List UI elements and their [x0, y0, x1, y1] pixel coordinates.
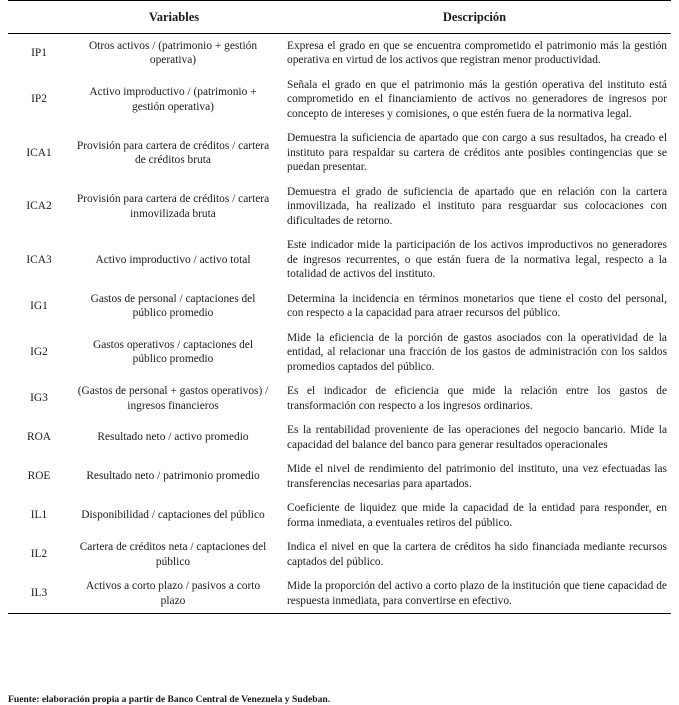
- variable-description: Mide la eficiencia de la porción de gastos asociados con la operatividad de la entidad, al relacionar una fracción de los gastos de administración con los saldos promedios captados del público.: [287, 331, 667, 373]
- table-row: [8, 496, 671, 535]
- variable-code: ROE: [27, 470, 51, 483]
- variable-description: Es el indicador de eficiencia que mide la relación entre los gastos de transformación con respecto a los ingresos ordinarios.: [287, 385, 667, 412]
- variable-name: Otros activos / (patrimonio + gestión operativa): [88, 40, 258, 67]
- table-row: [8, 233, 671, 286]
- variable-description: Expresa el grado en que se encuentra comprometido el patrimonio más la gestión operativa en virtud de los activos que registran menor productividad.: [287, 40, 667, 67]
- variable-name: Disponibilidad / captaciones del público: [81, 509, 265, 522]
- table-row: [8, 326, 671, 379]
- variable-description: Es la rentabilidad proveniente de las operaciones del negocio bancario. Mide la capacidad del balance del banco para generar resultados operacionales: [287, 424, 667, 451]
- variable-description: Mide el nivel de rendimiento del patrimonio del instituto, una vez efectuadas las transferencias necesarias para apartados.: [287, 463, 667, 490]
- table-row: [8, 418, 671, 457]
- variable-name: Resultado neto / patrimonio promedio: [86, 470, 260, 483]
- variable-name: Cartera de créditos neta / captaciones del público: [79, 541, 267, 568]
- variable-code: IG2: [30, 346, 48, 359]
- variable-description: Este indicador mide la participación de los activos improductivos no generadores de ingresos recurrentes, o que están fuera de la normativa legal, respecto a la totalidad de activos del instituto.: [287, 239, 667, 281]
- table-body: [8, 34, 671, 614]
- table-row: [8, 34, 671, 73]
- variable-name: Activo improductivo / (patrimonio + gestión operativa): [89, 86, 257, 113]
- variable-code: IL1: [30, 509, 48, 522]
- variable-description: Indica el nivel en que la cartera de créditos ha sido financiada mediante recursos captados del público.: [287, 541, 667, 568]
- table-row: [8, 535, 671, 574]
- variable-description: Determina la incidencia en términos monetarios que tiene el costo del personal, con respecto a la capacidad para atraer recursos del público.: [287, 292, 667, 320]
- variable-name: Provisión para cartera de créditos / cartera inmovilizada bruta: [76, 193, 270, 220]
- variable-name: Resultado neto / activo promedio: [97, 431, 249, 444]
- table-header-row: [8, 1, 671, 34]
- table-header: [8, 1, 671, 34]
- variable-description: Demuestra el grado de suficiencia de apartado que en relación con la cartera inmovilizada, ha realizado el instituto para resguardar sus colocaciones con dificultades de retorno.: [287, 185, 667, 227]
- variable-code: IL3: [8, 574, 70, 613]
- variable-code: ICA3: [26, 253, 52, 266]
- variable-code: ICA2: [26, 200, 52, 213]
- variable-code: IP1: [31, 47, 47, 60]
- variable-name: Activos a corto plazo / pasivos a corto plazo: [70, 574, 278, 613]
- variable-code: IG3: [30, 392, 48, 405]
- table-row: [8, 574, 671, 613]
- variables-table: [8, 0, 671, 614]
- variable-name: Activo improductivo / activo total: [95, 253, 251, 266]
- table-source-caption: Fuente: elaboración propia a partir de Banco Central de Venezuela y Sudeban.: [8, 693, 331, 705]
- variable-code: ROA: [26, 431, 52, 444]
- variable-name: Gastos de personal / captaciones del público promedio: [90, 292, 256, 320]
- table-row: [8, 287, 671, 326]
- variable-description: Demuestra la suficiencia de apartado que con cargo a sus resultados, ha creado el instituto para respaldar su cartera de créditos ante posibles contingencias que se puedan presentar.: [287, 132, 667, 174]
- variable-code: ICA1: [26, 146, 52, 159]
- table-row: [8, 73, 671, 126]
- table-row: [8, 379, 671, 418]
- variable-code: IL2: [30, 548, 48, 561]
- variable-name: Gastos operativos / captaciones del público promedio: [92, 338, 254, 366]
- table-row: [8, 180, 671, 233]
- variable-code: IP2: [31, 93, 47, 106]
- variable-description: Mide la proporción del activo a corto plazo de la institución que tiene capacidad de respuesta inmediata, para convertirse en efectivo.: [278, 574, 671, 613]
- variable-description: Coeficiente de liquidez que mide la capacidad de la entidad para responder, en forma inmediata, a eventuales retiros del público.: [287, 502, 667, 529]
- table-row: [8, 457, 671, 496]
- variable-code: IG1: [30, 300, 48, 313]
- column-header-code: [8, 1, 70, 34]
- variable-name: (Gastos de personal + gastos operativos) / ingresos financieros: [77, 385, 269, 412]
- column-header-descripcion: Descripción: [278, 1, 671, 34]
- variable-name: Provisión para cartera de créditos / cartera de créditos bruta: [76, 139, 270, 167]
- variable-description: Señala el grado en que el patrimonio más la gestión operativa del instituto está comprometido en el financiamiento de activos no generadores de ingresos por concepto de intereses y comisiones, o que estén fuera de la normativa legal.: [287, 78, 667, 120]
- table-row: [8, 126, 671, 179]
- column-header-variables: Variables: [70, 1, 278, 34]
